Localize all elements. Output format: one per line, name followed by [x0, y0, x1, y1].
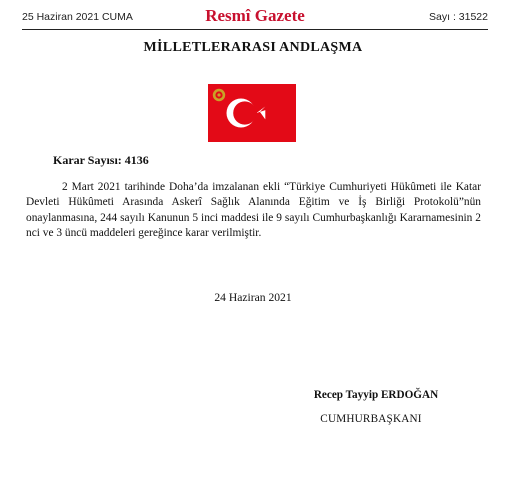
gazette-title: Resmî Gazete	[205, 6, 305, 25]
turkish-flag-icon	[208, 84, 296, 142]
signatory-surname: ERDOĞAN	[380, 389, 439, 401]
document-title: MİLLETLERARASI ANDLAŞMA	[143, 40, 363, 55]
presidential-seal-icon	[213, 89, 225, 101]
signatory-given-names: Recep Tayyip	[313, 389, 381, 401]
header-divider	[22, 29, 488, 30]
decision-date: 24 Haziran 2021	[214, 291, 292, 304]
signatory-title: CUMHURBAŞKANI	[320, 413, 422, 425]
signatory-name	[288, 389, 464, 401]
decision-paragraph: 2 Mart 2021 tarihinde Doha’da imzalanan ekli “Türkiye Cumhuriyeti Hükûmeti ile Katar Devleti Hükûmeti Arasında Askerî Sağlık Alanında Eğitim ve İş Birliği Protokolü”nün onaylanmasına, 244 sayılı Kanunun 5 inci maddesi ile 9 sayılı Cumhurbaşkanlığı Kararnamesinin 2 nci ve 3 üncü maddeleri gereğince karar verilmiştir.	[26, 181, 481, 239]
issue-number: Sayı : 31522	[429, 11, 488, 23]
header-date: 25 Haziran 2021 CUMA	[22, 11, 133, 23]
decision-number: Karar Sayısı: 4136	[53, 153, 149, 167]
gazette-header	[22, 0, 488, 28]
